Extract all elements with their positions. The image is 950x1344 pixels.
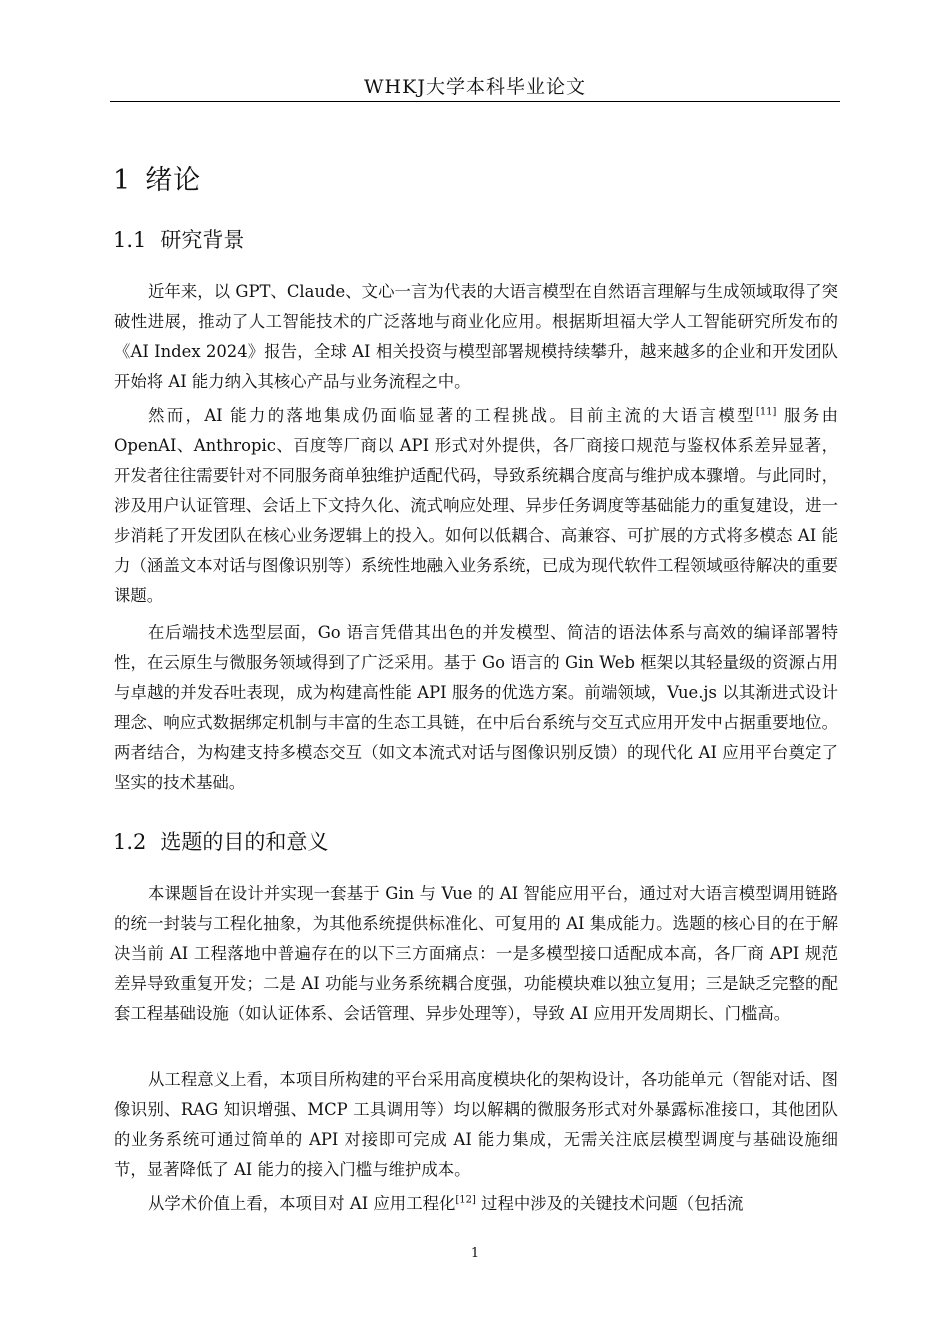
paragraph: 在后端技术选型层面，Go 语言凭借其出色的并发模型、简洁的语法体系与高效的编译部署特性，在云原生与微服务领域得到了广泛采用。基于 Go 语言的 Gin Web 框架以其轻量级的资源占用与卓越的并发吞吐表现，成为构建高性能 API 服务的优选方案。前端领域，Vue.js 以其渐进式设计理念、响应式数据绑定机制与丰富的生态工具链，在中后台系统与交互式应用开发中占据重要地位。两者结合，为构建支持多模态交互（如文本流式对话与图像识别反馈）的现代化 AI 应用平台奠定了坚实的技术基础。 (114, 623, 838, 792)
header-rule (110, 101, 840, 102)
page-number: 1 (470, 1246, 480, 1261)
paragraph-text: 从学术价值上看，本项目对 AI 应用工程化 (148, 1194, 456, 1213)
paragraph-text: 然而，AI 能力的落地集成仍面临显著的工程挑战。目前主流的大语言模型 (148, 406, 756, 425)
section-title: 选题的目的和意义 (160, 830, 329, 854)
citation-marker: [12] (455, 1194, 476, 1206)
section-heading (113, 826, 328, 856)
section-heading (113, 224, 244, 254)
paragraph: 本课题旨在设计并实现一套基于 Gin 与 Vue 的 AI 智能应用平台，通过对大语言模型调用链路的统一封装与工程化抽象，为其他系统提供标准化、可复用的 AI 集成能力。选题的核心目的在于解决当前 AI 工程落地中普遍存在的以下三方面痛点：一是多模型接口适配成本高，各厂商 API 规范差异导致重复开发；二是 AI 功能与业务系统耦合度强，功能模块难以独立复用；三是缺乏完整的配套工程基础设施（如认证体系、会话管理、异步处理等），导致 AI 应用开发周期长、门槛高。 (114, 884, 838, 1023)
paragraph (114, 401, 838, 611)
paragraph (114, 1189, 838, 1219)
citation-marker: [11] (755, 406, 777, 418)
section-number: 1.1 (113, 228, 147, 252)
chapter-number: 1 (113, 165, 132, 196)
paragraph: 近年来，以 GPT、Claude、文心一言为代表的大语言模型在自然语言理解与生成领域取得了突破性进展，推动了人工智能技术的广泛落地与商业化应用。根据斯坦福大学人工智能研究所发布的《AI Index 2024》报告，全球 AI 相关投资与模型部署规模持续攀升，越来越多的企业和开发团队开始将 AI 能力纳入其核心产品与业务流程之中。 (114, 282, 838, 391)
section-title: 研究背景 (160, 228, 245, 252)
paragraph-text: 服务由 OpenAI、Anthropic、百度等厂商以 API 形式对外提供，各厂商接口规范与鉴权体系差异显著，开发者往往需要针对不同服务商单独维护适配代码，导致系统耦合度高与维护成本骤增。与此同时，涉及用户认证管理、会话上下文持久化、流式响应处理、异步任务调度等基础能力的重复建设，进一步消耗了开发团队在核心业务逻辑上的投入。如何以低耦合、高兼容、可扩展的方式将多模态 AI 能力（涵盖文本对话与图像识别等）系统性地融入业务系统，已成为现代软件工程领域亟待解决的重要课题。 (114, 406, 838, 605)
chapter-heading (113, 158, 201, 197)
paragraph-text: 过程中涉及的关键技术问题（包括流 (475, 1194, 744, 1213)
paragraph: 从工程意义上看，本项目所构建的平台采用高度模块化的架构设计，各功能单元（智能对话、图像识别、RAG 知识增强、MCP 工具调用等）均以解耦的微服务形式对外暴露标准接口，其他团队的业务系统可通过简单的 API 对接即可完成 AI 能力集成，无需关注底层模型调度与基础设施细节，显著降低了 AI 能力的接入门槛与维护成本。 (114, 1070, 838, 1179)
section-number: 1.2 (113, 830, 147, 854)
chapter-title: 绪论 (145, 165, 202, 196)
running-header: WHKJ大学本科毕业论文 (364, 76, 586, 98)
